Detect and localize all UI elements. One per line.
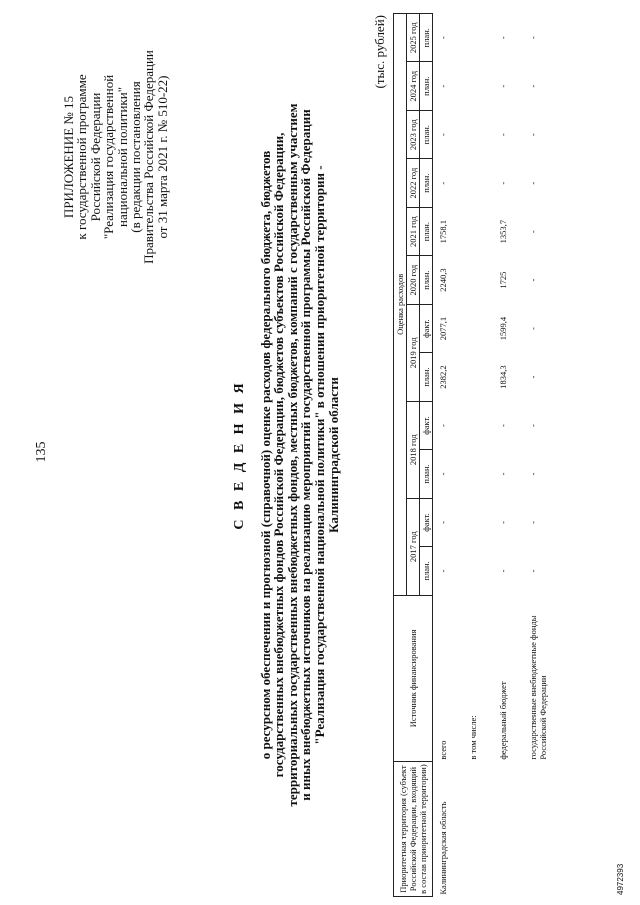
header-year: 2023 год xyxy=(407,110,420,158)
header-estimate-group: Оценка расходов xyxy=(394,14,407,596)
cell-value: 2382,2 xyxy=(438,365,448,389)
cell-value: - xyxy=(498,133,508,137)
cell-value xyxy=(466,450,496,498)
header-year: 2024 год xyxy=(407,62,420,110)
cell-value: - xyxy=(498,569,508,573)
cell-territory: Калининградская область xyxy=(438,801,448,895)
header-sub: план. xyxy=(420,207,433,255)
cell-value: - xyxy=(528,521,538,524)
cell-value: 1834,3 xyxy=(498,365,508,389)
cell-value: - xyxy=(498,84,508,88)
cell-value: - xyxy=(498,424,508,427)
cell-value: - xyxy=(438,133,448,137)
cell-value: 1758,1 xyxy=(438,219,448,244)
cell-value: 2077,1 xyxy=(438,316,448,341)
cell-value: - xyxy=(528,230,538,234)
table-row xyxy=(496,14,526,897)
cell-source: федеральный бюджет xyxy=(498,681,508,760)
header-year: 2020 год xyxy=(407,256,420,304)
cell-value: - xyxy=(528,569,538,573)
table-header xyxy=(394,14,433,897)
cell-value xyxy=(466,401,496,449)
heading-line: Калининградской области xyxy=(325,377,341,533)
cell-value: - xyxy=(528,181,538,185)
table-body xyxy=(433,14,557,897)
annex-line: национальной политики" xyxy=(114,87,130,228)
header-sub: план. xyxy=(420,450,433,498)
cell-source: всего xyxy=(438,740,448,760)
annex-line: от 31 марта 2021 г. № 510-22) xyxy=(154,75,170,239)
cell-value: - xyxy=(498,181,508,185)
cell-value: 1353,7 xyxy=(498,219,508,244)
header-sub: план. xyxy=(420,547,433,595)
annex-line: (в редакции постановления xyxy=(128,81,144,233)
header-sub: факт. xyxy=(420,304,433,352)
cell-value: 1725 xyxy=(498,271,508,289)
header-sub: план. xyxy=(420,353,433,401)
cell-value: - xyxy=(528,375,538,379)
cell-value: 2240,3 xyxy=(438,268,448,292)
units-label: (тыс. рублей) xyxy=(372,15,387,89)
expenditure-table xyxy=(393,13,556,897)
header-year: 2021 год xyxy=(407,207,420,255)
heading-line: и иных внебюджетных источников на реализацию мероприятий государственной программы Российской Федерации xyxy=(298,109,314,801)
cell-value: - xyxy=(528,327,538,330)
annex-line: к государственной программе xyxy=(74,74,90,240)
header-sub: факт. xyxy=(420,401,433,449)
table-row xyxy=(466,14,496,897)
cell-territory xyxy=(526,762,556,897)
header-sub: план. xyxy=(420,14,433,63)
cell-value: - xyxy=(528,424,538,427)
cell-value xyxy=(466,110,496,158)
cell-source: государственные внебюджетные фонды Российской Федерации xyxy=(528,615,548,760)
cell-value: - xyxy=(498,521,508,524)
cell-value: - xyxy=(498,36,508,40)
header-year: 2025 год xyxy=(407,14,420,63)
cell-value: - xyxy=(528,472,538,476)
header-sub: факт. xyxy=(420,498,433,546)
heading-line: территориальных государственных внебюджетных фондов, местных бюджетов, компаний с государственным участием xyxy=(284,103,300,807)
header-sub: план. xyxy=(420,256,433,304)
cell-value: - xyxy=(528,36,538,40)
cell-territory xyxy=(466,762,496,897)
cell-value: - xyxy=(528,84,538,88)
cell-value xyxy=(466,498,496,546)
page-number: 135 xyxy=(34,441,49,463)
cell-value: - xyxy=(438,569,448,573)
cell-value: - xyxy=(438,181,448,185)
header-territory: Приоритетная территория (субъект Российской Федерации, входящий в состав приоритетной территории) xyxy=(394,762,433,897)
cell-value: - xyxy=(438,472,448,476)
header-year: 2017 год xyxy=(407,498,420,595)
annex-header xyxy=(62,21,169,293)
annex-line: ПРИЛОЖЕНИЕ № 15 xyxy=(61,95,76,219)
cell-value xyxy=(466,547,496,595)
table-row xyxy=(526,14,556,897)
heading-title: С В Е Д Е Н И Я xyxy=(232,380,247,530)
header-year: 2022 год xyxy=(407,159,420,207)
annex-line: Правительства Российской Федерации xyxy=(141,50,157,264)
header-sub: план. xyxy=(420,110,433,158)
cell-value xyxy=(466,207,496,255)
cell-source: в том числе: xyxy=(468,715,478,760)
cell-value xyxy=(466,304,496,352)
cell-value: - xyxy=(438,36,448,40)
annex-line: Российской Федерации xyxy=(87,92,103,222)
cell-value: 1599,4 xyxy=(498,316,508,341)
header-sub: план. xyxy=(420,62,433,110)
cell-value: - xyxy=(498,472,508,476)
header-year: 2018 год xyxy=(407,401,420,498)
cell-territory xyxy=(496,762,526,897)
cell-value xyxy=(466,353,496,401)
cell-value xyxy=(466,159,496,207)
cell-value: - xyxy=(438,424,448,427)
header-year: 2019 год xyxy=(407,304,420,401)
heading-line: государственных внебюджетных фондов Российской Федерации, бюджетов субъектов Российской Федерации, xyxy=(271,132,287,778)
header-sub: план. xyxy=(420,159,433,207)
document-code: 4972393 xyxy=(616,863,625,895)
heading-line: о ресурсном обеспечении и прогнозной (справочной) оценке расходов федерального бюджета, бюджетов xyxy=(257,150,273,760)
cell-value: - xyxy=(438,521,448,524)
cell-value: - xyxy=(438,84,448,88)
cell-value xyxy=(466,62,496,110)
annex-line: "Реализация государственной xyxy=(101,74,117,240)
table-row xyxy=(433,14,467,897)
heading-line: "Реализация государственной национальной политики" в отношении приоритетной территории - xyxy=(311,165,327,745)
cell-value xyxy=(466,14,496,63)
document-heading xyxy=(233,85,340,825)
header-source: Источник финансирования xyxy=(394,595,433,761)
cell-value xyxy=(466,256,496,304)
cell-value: - xyxy=(528,278,538,282)
cell-value: - xyxy=(528,133,538,137)
